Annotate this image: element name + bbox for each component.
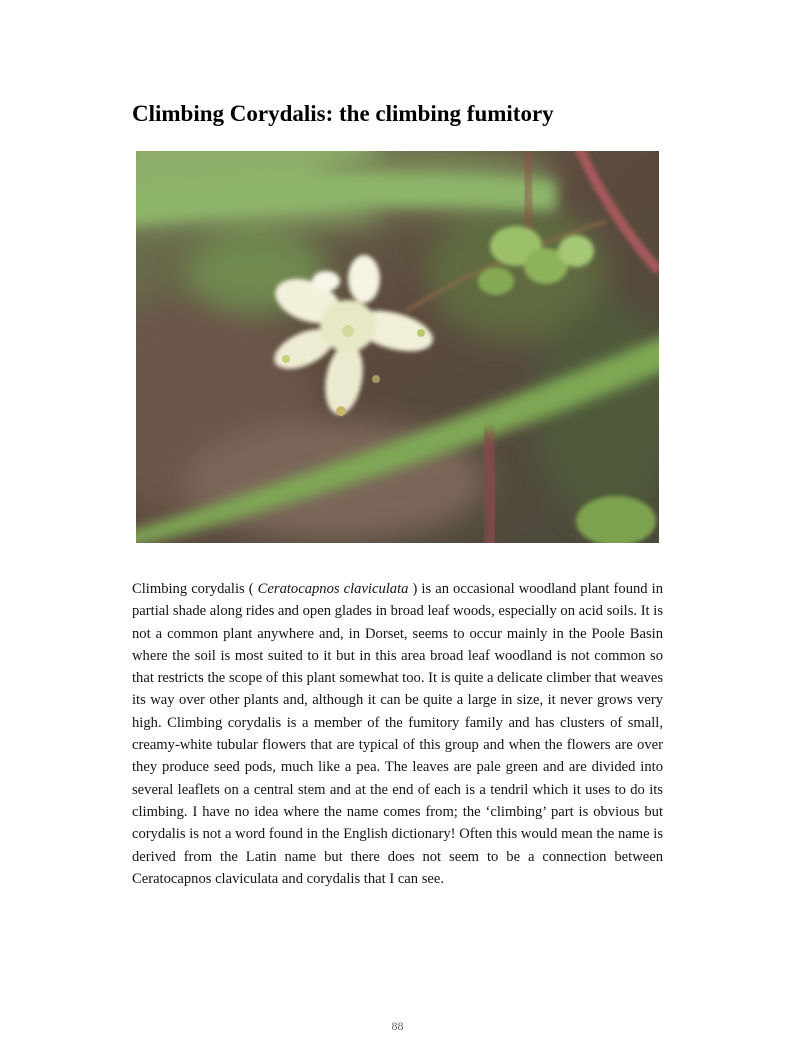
body-main: ) is an occasional woodland plant found in partial shade along rides and open glades in broad leaf woods, especially on acid soils. It is not a common plant anywhere and, in Dorset, seems to occur mainly in the Poole Basin where the soil is most suited to it but in this area broad leaf woodland is not common so that restricts the scope of this plant somewhat too. It is quite a delicate climber that weaves its way over other plants and, although it can be quite a large in size, it never grows very high. Climbing corydalis is a member of the fumitory family and has clusters of small, creamy-white tubular flowers that are typical of this group and when the flowers are over they produce seed pods, much like a pea. The leaves are pale green and are divided into several leaflets on a central stem and at the end of each is a tendril which it uses to do its climbing. I have no idea where the name comes from; the ‘climbing’ part is obvious but corydalis is not a word found in the English dictionary! Often this would mean the name is derived from the Latin name but there does not seem to be a connection between Ceratocapnos claviculata and corydalis that I can see. bbox=[132, 581, 663, 887]
body-paragraph bbox=[132, 578, 663, 890]
stem-lower bbox=[486, 431, 493, 543]
page-title: Climbing Corydalis: the climbing fumitory bbox=[132, 101, 554, 126]
page-number: 88 bbox=[391, 1019, 404, 1033]
body-intro: Climbing corydalis ( bbox=[132, 581, 258, 597]
flower-photo bbox=[136, 151, 659, 543]
species-latin-name: Ceratocapnos claviculata bbox=[257, 581, 409, 597]
flower-photo-drawing bbox=[136, 151, 659, 543]
